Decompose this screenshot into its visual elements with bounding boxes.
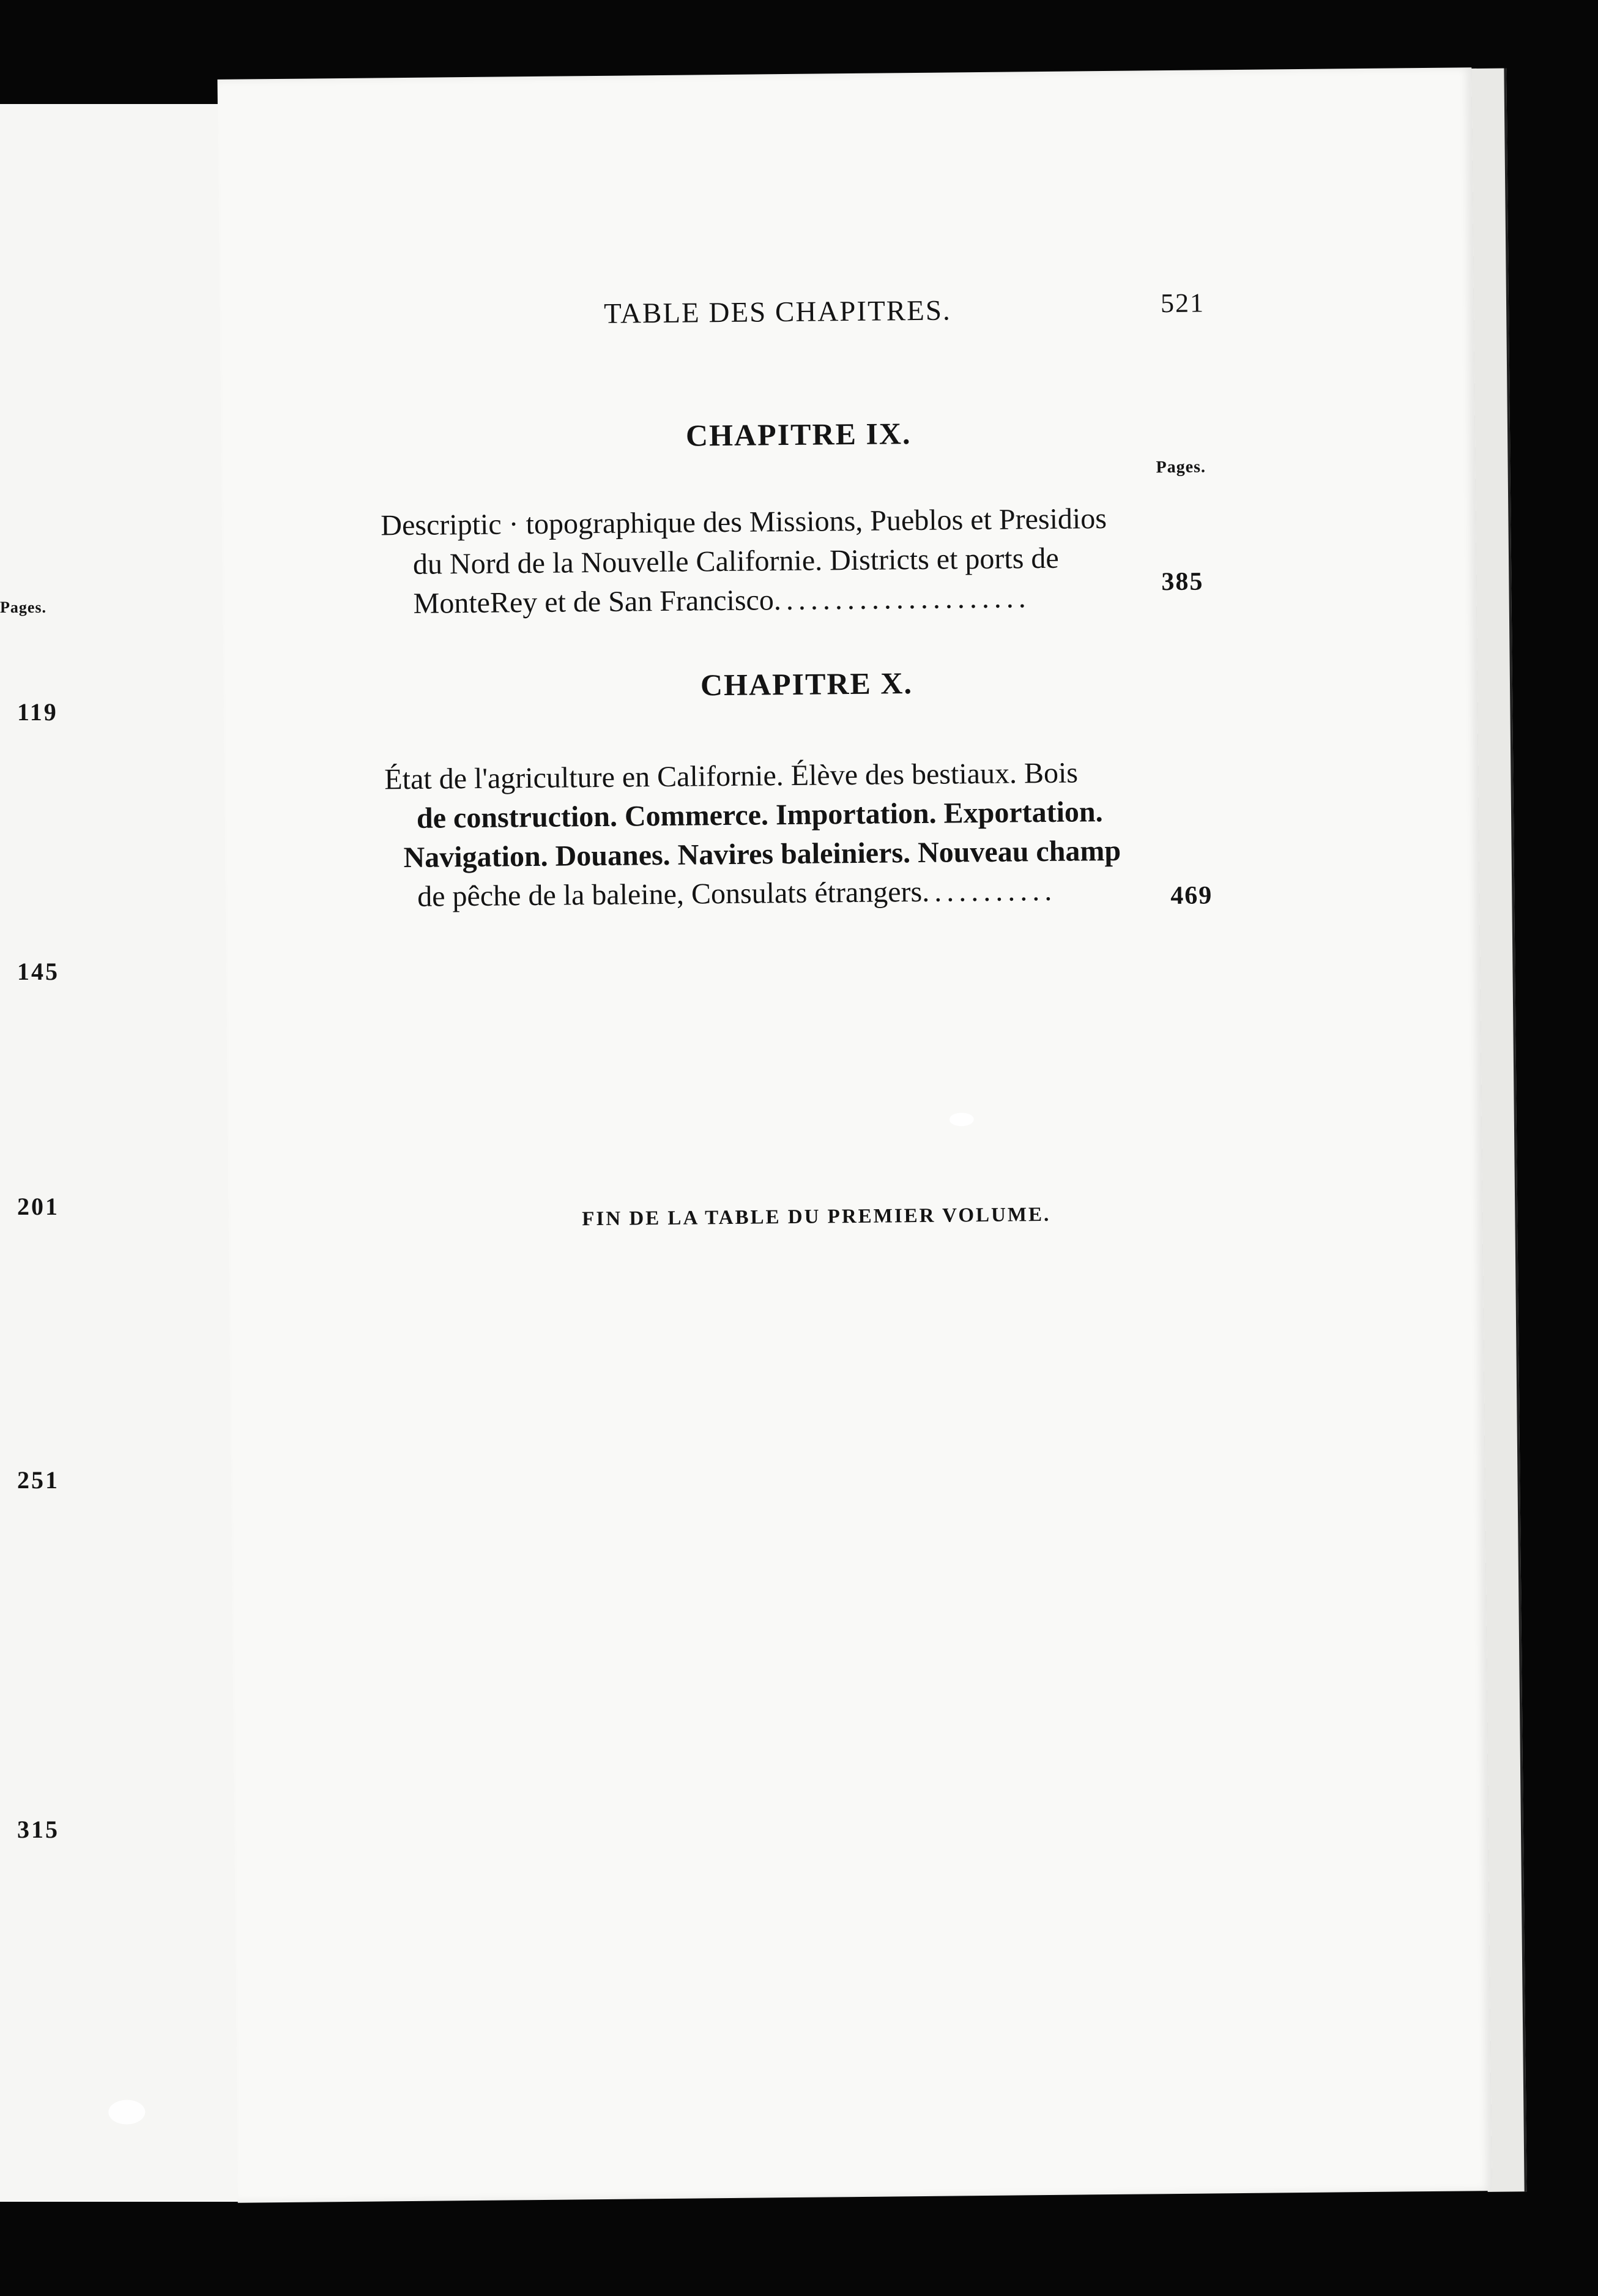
left-page-number: 201 (17, 1193, 59, 1220)
entry-line-text: MonteRey et de San Francisco (413, 584, 775, 620)
left-page (0, 104, 258, 2202)
chapter-entry (384, 753, 1144, 917)
left-page-number: 315 (17, 1816, 59, 1843)
main-page (217, 67, 1492, 2203)
entry-line: Descriptic · topographique des Missions, Pueblos et Presidios (381, 502, 1107, 542)
left-page-number: 145 (17, 958, 59, 985)
entry-page-number: 385 (1161, 567, 1204, 597)
left-page-number: 251 (17, 1466, 59, 1494)
pages-column-label: Pages. (1156, 457, 1206, 477)
running-title: TABLE DES CHAPITRES. (603, 294, 951, 330)
end-of-table-note: FIN DE LA TABLE DU PREMIER VOLUME. (582, 1203, 1051, 1231)
entry-line: du Nord de la Nouvelle Californie. Districts et ports de (412, 542, 1059, 581)
dot-leader: ........... (921, 874, 1057, 908)
entry-line (385, 870, 1145, 917)
entry-line: État de l'agriculture en Californie. Élève des bestiaux. Bois (384, 756, 1079, 796)
left-page-number: 119 (17, 698, 58, 726)
dot-leader: ..................... (773, 581, 1031, 617)
page-number: 521 (1160, 288, 1205, 319)
scan-speck (950, 1113, 974, 1126)
entry-line: Navigation. Douanes. Navires baleiniers. Nouveau champ (403, 834, 1121, 874)
chapter-heading: CHAPITRE IX. (685, 416, 912, 453)
entry-line (381, 577, 1140, 624)
entry-page-number: 469 (1170, 881, 1213, 911)
entry-line: de construction. Commerce. Importation. Exportation. (416, 796, 1103, 835)
chapter-entry (381, 499, 1140, 624)
chapter-heading: CHAPITRE X. (700, 666, 913, 703)
left-pages-label: Pages. (0, 598, 47, 616)
entry-line-text: de pêche de la baleine, Consulats étrangers (417, 875, 923, 913)
